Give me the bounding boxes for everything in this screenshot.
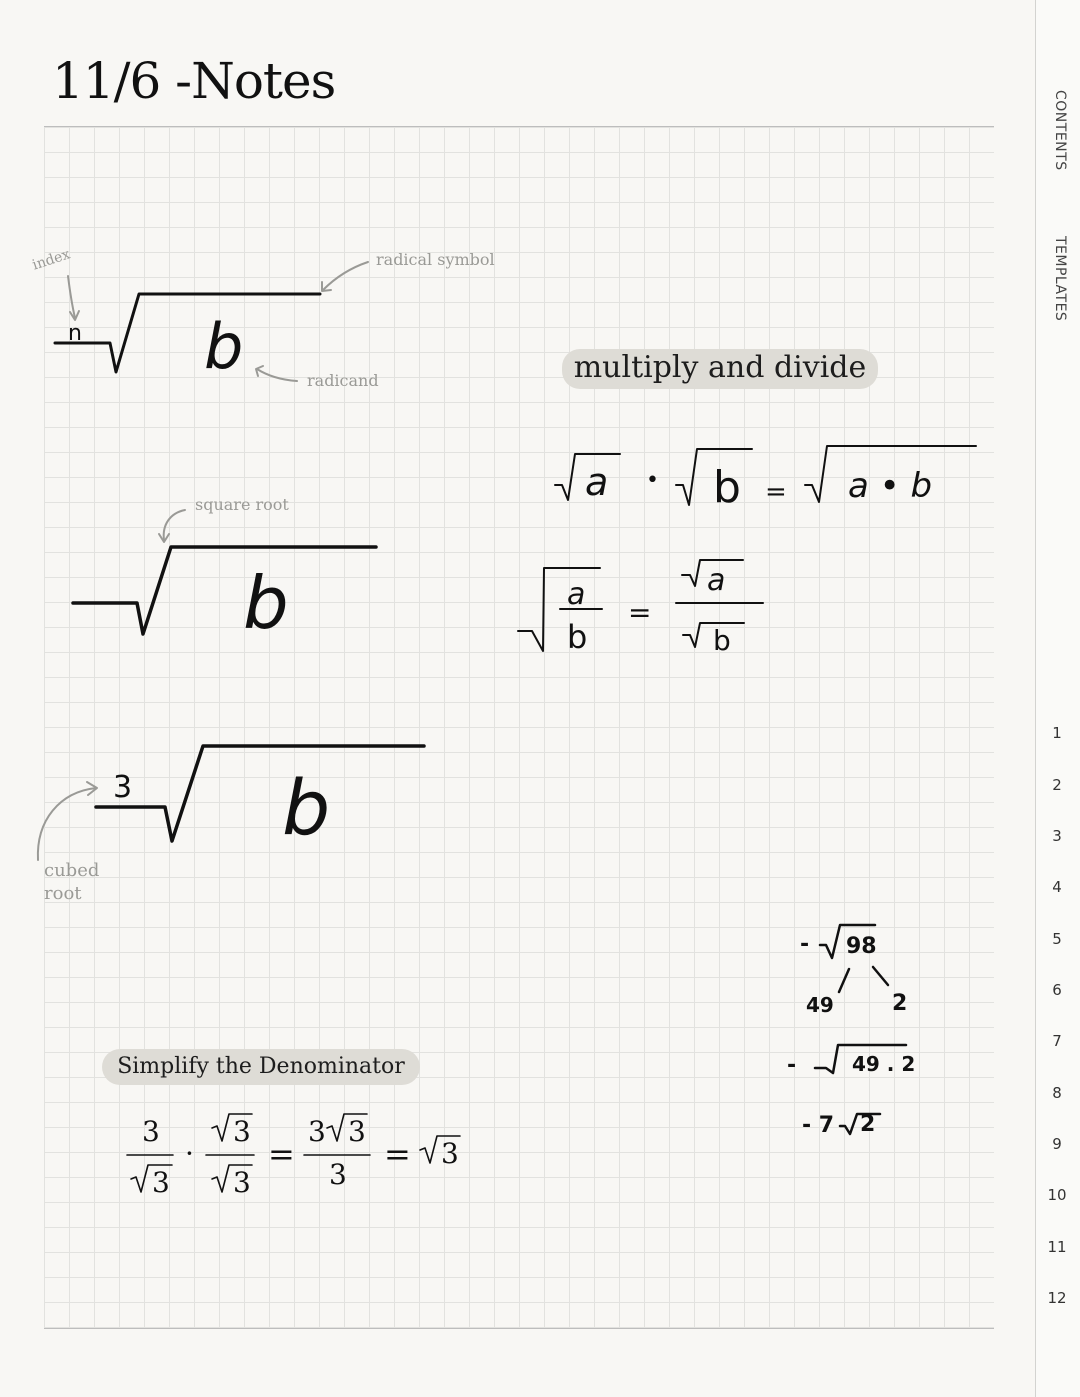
square-radicand: b	[243, 561, 289, 645]
example-sign-1: -	[800, 932, 810, 957]
product-dot: •	[646, 468, 659, 493]
example-rad-3: 2	[860, 1112, 876, 1137]
page-link-7[interactable]: 7	[1052, 1032, 1062, 1050]
radicand-arrow	[256, 366, 297, 381]
f2-num: 3	[233, 1115, 251, 1148]
cubed-root-label-line2: root	[44, 883, 82, 904]
page-link-2[interactable]: 2	[1052, 776, 1062, 794]
radical-symbol-label: radical symbol	[376, 250, 495, 269]
quotient-rhs-num: a	[707, 563, 726, 598]
page-link-10[interactable]: 10	[1047, 1186, 1067, 1204]
page-link-11[interactable]: 11	[1047, 1238, 1067, 1256]
multiply-divide-heading: multiply and divide	[562, 349, 878, 389]
example-sign-2: -	[787, 1053, 797, 1078]
eq-2: =	[384, 1135, 411, 1173]
general-radical	[55, 294, 320, 372]
radicand-label: radicand	[307, 371, 379, 390]
f2-den: 3	[233, 1166, 251, 1199]
f1-num: 3	[142, 1115, 160, 1148]
simplify-heading: Simplify the Denominator	[102, 1049, 420, 1085]
cube-index: 3	[113, 770, 133, 805]
cubed-root-label-line1: cubed	[44, 860, 100, 881]
tab-templates[interactable]: TEMPLATES	[1052, 236, 1068, 322]
product-eq: =	[765, 477, 787, 507]
page-link-8[interactable]: 8	[1052, 1084, 1062, 1102]
cube-radical	[96, 746, 424, 841]
example-factor-left: 49	[806, 993, 834, 1017]
cubed-root-arrow	[38, 782, 97, 860]
example-factor-right: 2	[892, 991, 908, 1016]
simplify-dot: ·	[185, 1137, 194, 1170]
quotient-rhs-den: b	[713, 624, 731, 657]
f3-num-rad: 3	[348, 1115, 366, 1148]
example-line-3: - 7	[802, 1113, 835, 1138]
square-radical	[73, 547, 376, 634]
general-radicand: b	[204, 310, 244, 383]
tab-contents[interactable]: CONTENTS	[1052, 90, 1068, 171]
page-link-1[interactable]: 1	[1052, 724, 1062, 742]
page-link-3[interactable]: 3	[1052, 827, 1062, 845]
cube-radicand: b	[282, 763, 331, 852]
example-rad-1: 98	[846, 934, 877, 959]
radical-symbol-arrow	[322, 262, 368, 291]
page-title: 11/6 -Notes	[52, 52, 336, 110]
page-link-6[interactable]: 6	[1052, 981, 1062, 999]
quotient-num: a	[567, 577, 586, 612]
index-arrow	[68, 276, 79, 320]
square-root-arrow	[159, 510, 185, 542]
general-index: n	[68, 321, 82, 346]
product-a: a	[585, 460, 609, 504]
page-link-5[interactable]: 5	[1052, 930, 1062, 948]
page-link-12[interactable]: 12	[1047, 1289, 1067, 1307]
page-link-4[interactable]: 4	[1052, 878, 1062, 896]
f3-den: 3	[329, 1158, 347, 1191]
product-b: b	[713, 462, 741, 513]
example-rad-2: 49 . 2	[852, 1052, 916, 1076]
quotient-eq: =	[628, 596, 652, 629]
product-rhs: a • b	[848, 466, 933, 506]
f1-den: 3	[152, 1166, 170, 1199]
square-root-label: square root	[195, 495, 289, 514]
page-link-9[interactable]: 9	[1052, 1135, 1062, 1153]
eq-1: =	[268, 1135, 295, 1173]
result-rad: 3	[441, 1137, 459, 1170]
index-label: index	[30, 246, 73, 274]
f3-num-coef: 3	[308, 1115, 326, 1148]
quotient-den: b	[567, 618, 588, 656]
